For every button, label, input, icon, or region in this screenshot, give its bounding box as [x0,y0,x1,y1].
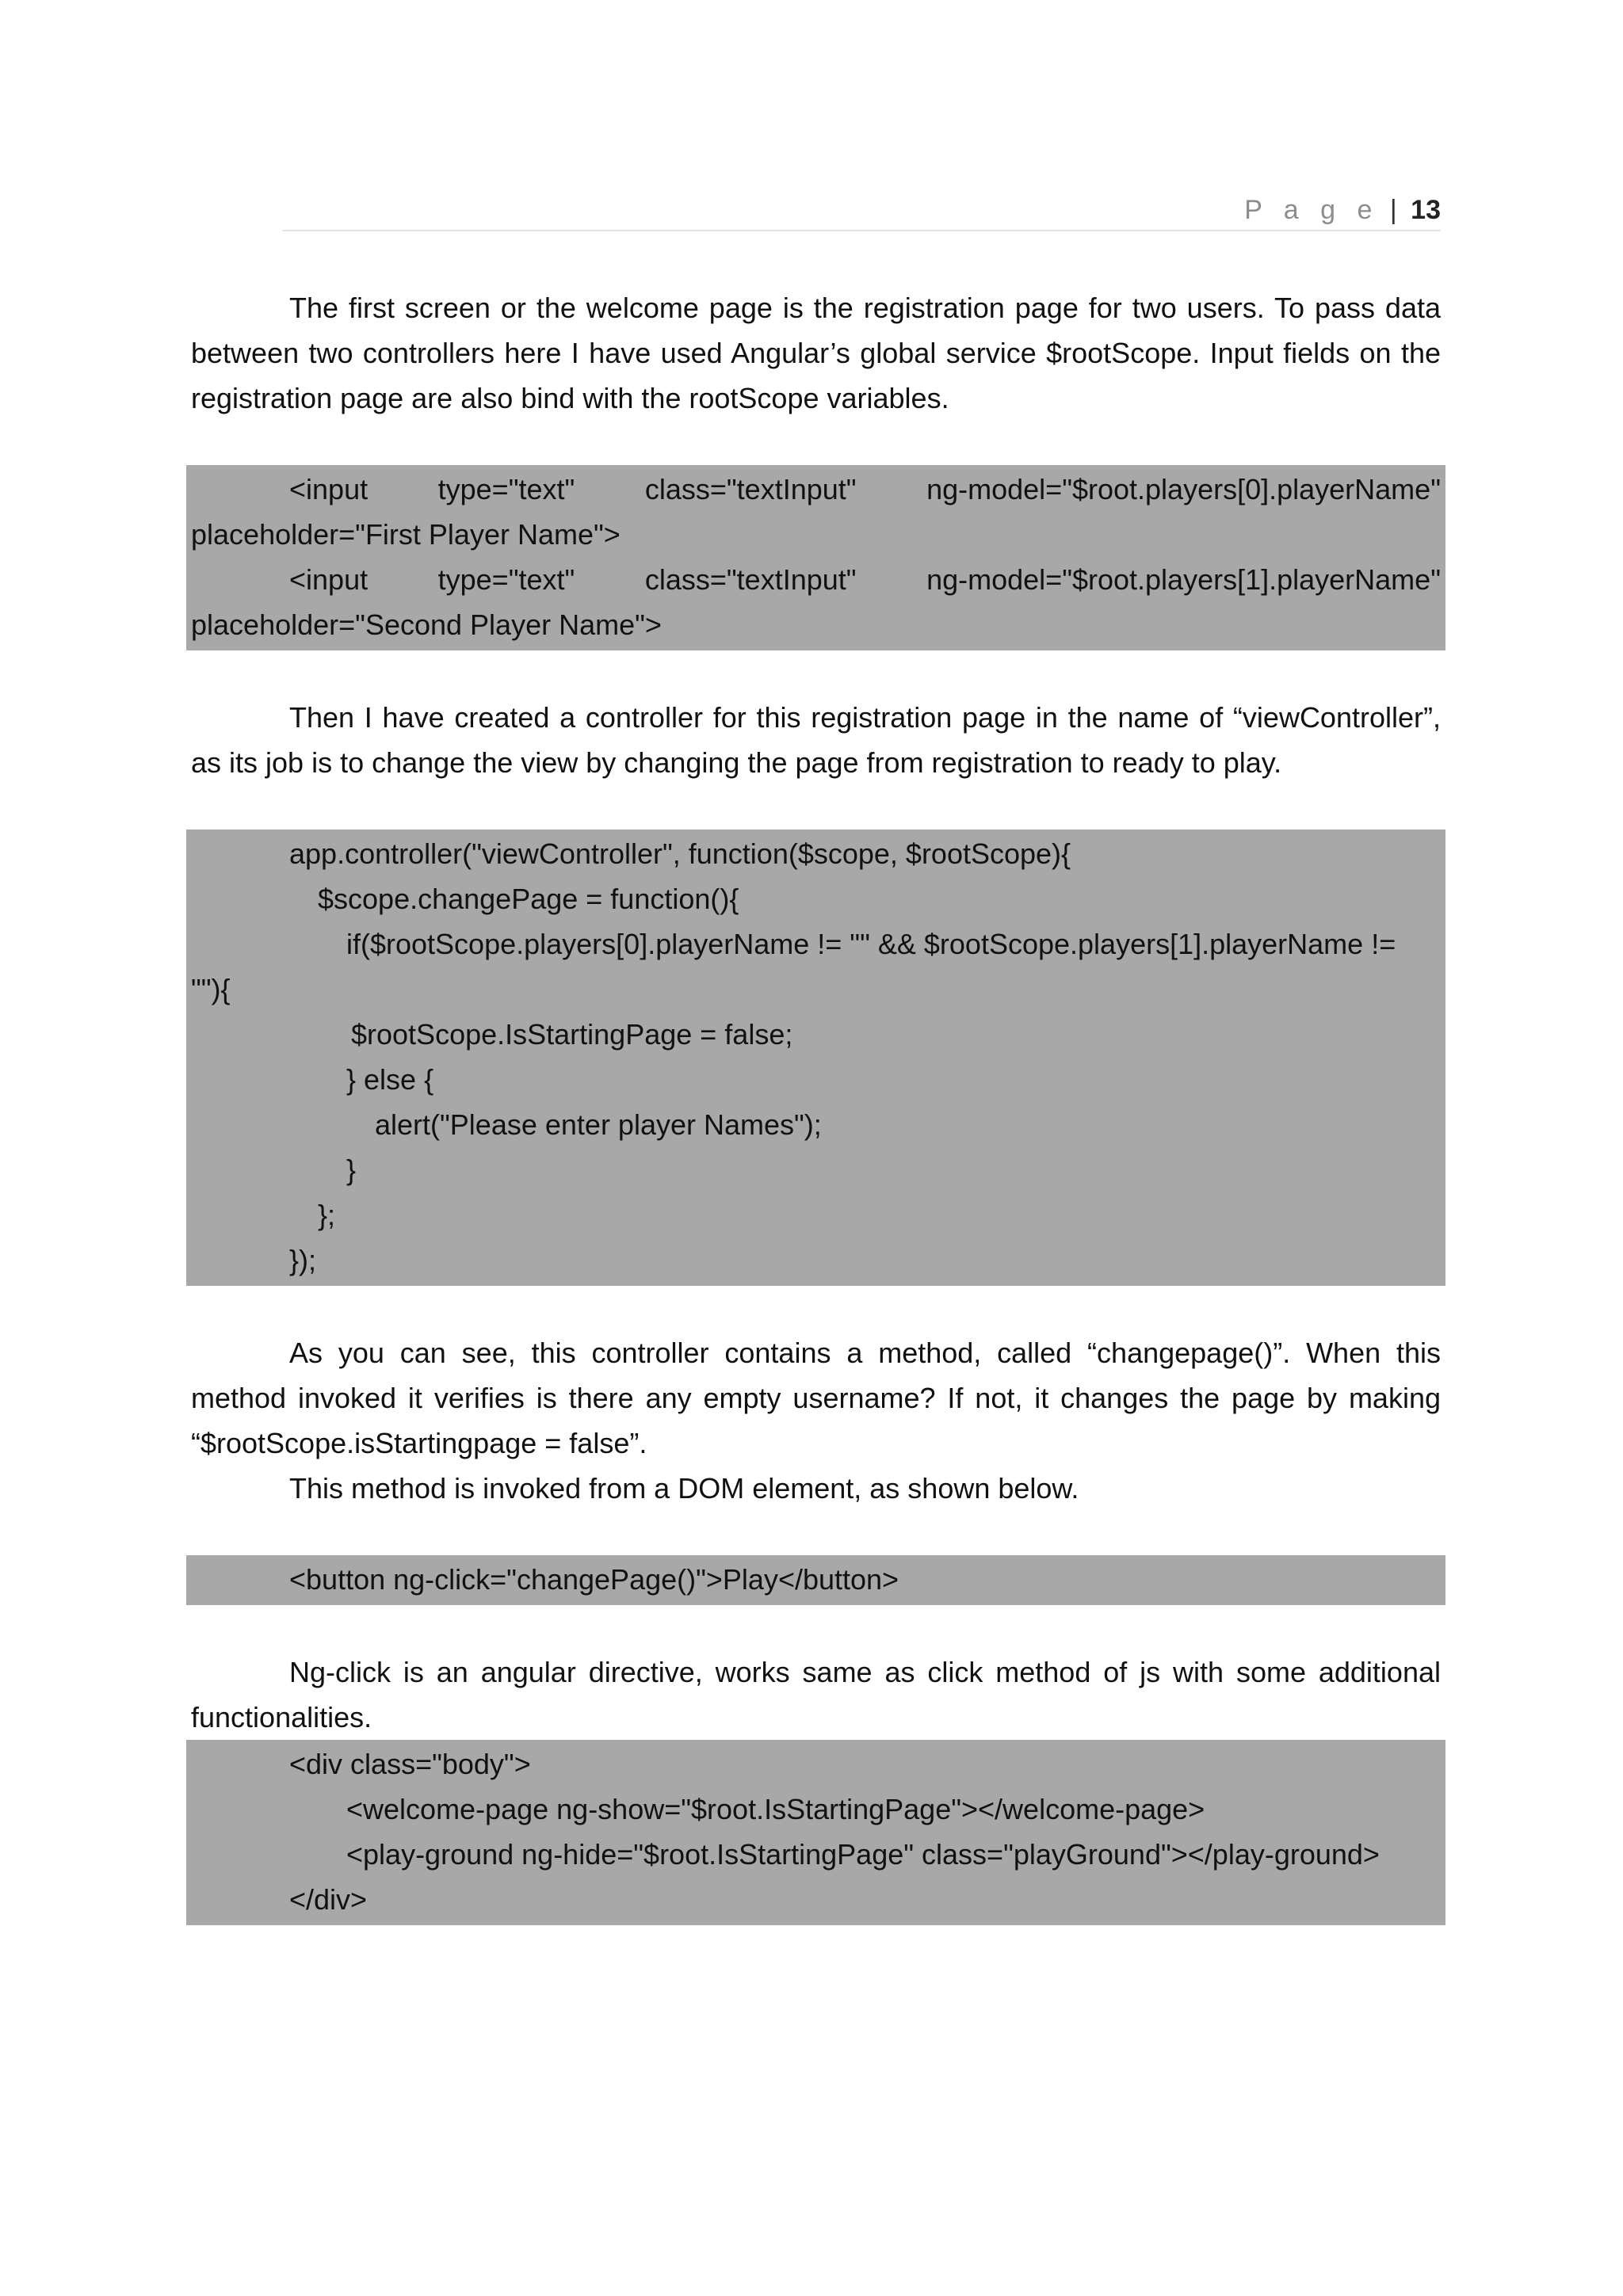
spacer [191,1511,1441,1555]
spacer [191,785,1441,830]
code-line [191,467,1441,512]
code-line: $rootScope.IsStartingPage = false; [351,1018,793,1051]
code-token: class="textInput" [644,473,857,505]
code-line: ""){ [191,973,231,1005]
code-token: <input [289,473,369,505]
code-line: } [346,1154,357,1186]
spacer [191,1286,1441,1330]
code-token: ng-model="$root.players[1].playerName" [926,563,1441,596]
paragraph-controller: Then I have created a controller for this registration page in the name of “viewController”, as its job is to change the view by changing the page from registration to ready to play. [191,701,1441,779]
spacer [191,1605,1441,1650]
code-block-controller [186,830,1445,1286]
code-block-button [186,1555,1445,1605]
code-line: <play-ground ng-hide="$root.IsStartingPage" class="playGround"></play-ground> [346,1838,1380,1871]
code-line [191,557,1441,602]
paragraph-dom: This method is invoked from a DOM element, as shown below. [289,1472,1079,1505]
page-separator: | [1389,195,1397,225]
page-number: 13 [1411,195,1441,225]
code-line: placeholder="Second Player Name"> [191,608,662,641]
paragraph-method: As you can see, this controller contains a method, called “changepage()”. When this method invoked it verifies is there any empty username? If not, it changes the page by making “$rootScope.isStartingpage = false”. [191,1337,1441,1459]
spacer [191,650,1441,695]
code-token: ng-model="$root.players[0].playerName" [926,473,1441,505]
document-body [191,285,1441,1925]
paragraph-ngclick: Ng-click is an angular directive, works same as click method of js with some additional functionalities. [191,1656,1441,1733]
code-line: </div> [289,1883,368,1916]
code-token: type="text" [437,473,575,505]
code-line: <div class="body"> [289,1748,531,1780]
page-label: P a g e [1244,195,1380,225]
spacer [191,421,1441,465]
code-line: }; [318,1199,336,1231]
code-line: placeholder="First Player Name"> [191,518,621,551]
code-line: }); [289,1244,317,1276]
code-line: } else { [346,1063,434,1096]
code-line: <welcome-page ng-show="$root.IsStartingPage"></welcome-page> [346,1793,1205,1825]
page-header [282,190,1441,231]
code-line: app.controller("viewController", function($scope, $rootScope){ [289,837,1071,870]
code-token: <input [289,563,369,596]
code-line: <button ng-click="changePage()">Play</button> [289,1563,899,1596]
code-token: class="textInput" [644,563,857,596]
code-block-body [186,1740,1445,1925]
code-line: $scope.changePage = function(){ [318,883,739,915]
code-line: if($rootScope.players[0].playerName != "" && $rootScope.players[1].playerName != [346,928,1396,960]
code-token: type="text" [437,563,575,596]
code-block-inputs [186,465,1445,650]
code-line: alert("Please enter player Names"); [375,1108,822,1141]
paragraph-intro: The first screen or the welcome page is the registration page for two users. To pass data between two controllers here I have used Angular’s global service $rootScope. Input fields on the registration page are also bind with the rootScope variables. [191,292,1441,414]
